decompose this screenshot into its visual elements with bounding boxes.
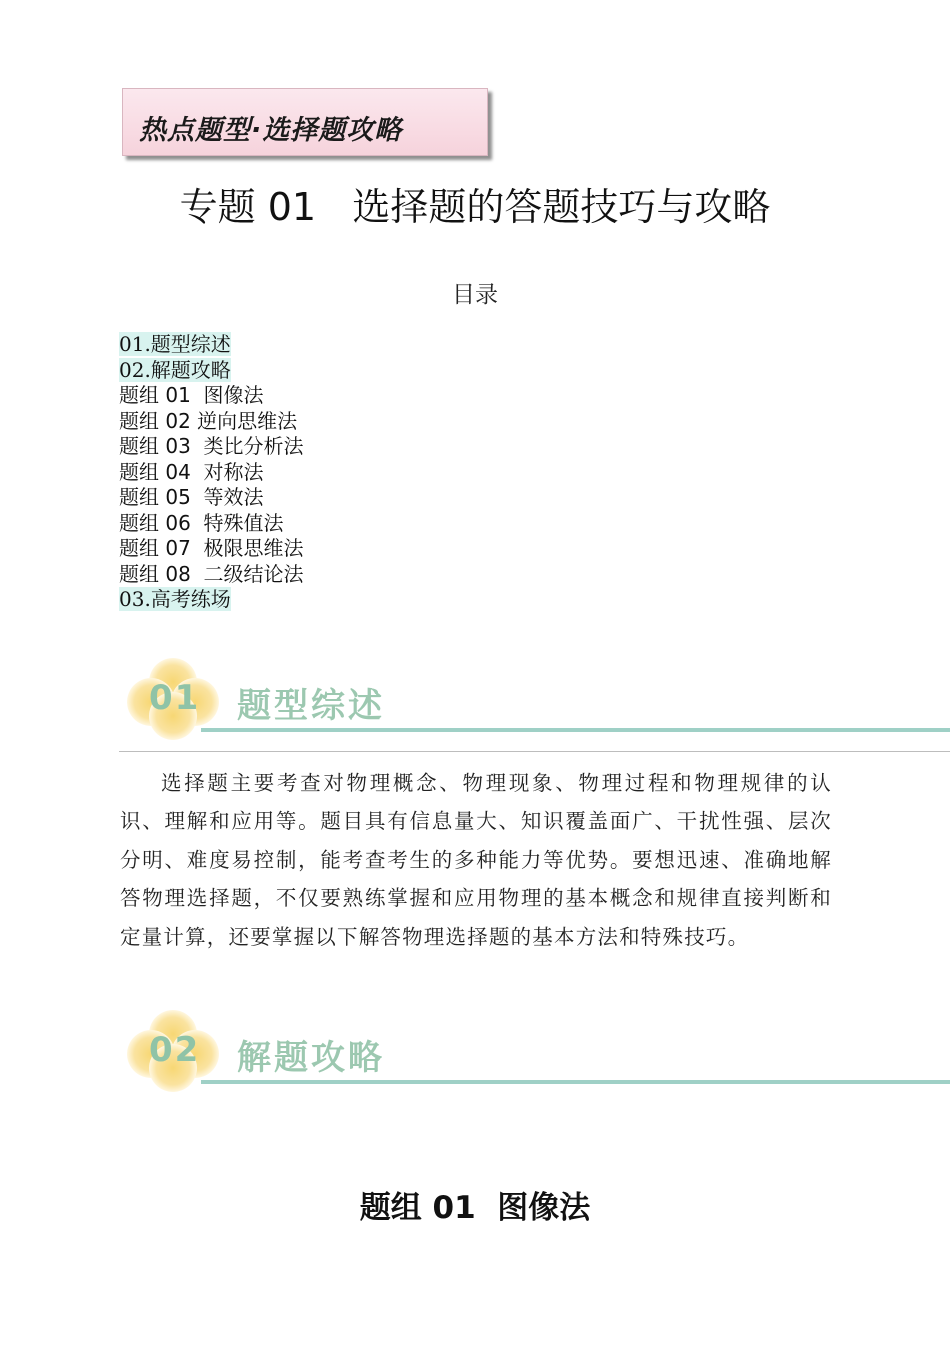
section-rule [201,728,950,732]
toc-item[interactable] [119,409,304,435]
toc-item-label[interactable]: 题组 08 二级结论法 [119,561,304,586]
toc-item[interactable] [119,587,304,613]
section-header-overview [119,652,950,752]
toc-item-label[interactable]: 03.高考练场 [119,587,231,611]
toc-item[interactable] [119,332,304,358]
toc-item[interactable] [119,511,304,537]
section-label: 题型综述 [237,686,385,726]
toc-heading: 目录 [452,282,498,308]
toc-item-label[interactable]: 题组 05 等效法 [119,485,264,509]
toc-item-label[interactable]: 题组 04 对称法 [119,459,264,484]
section-header-strategy [119,1004,950,1104]
group-heading: 题组 01 图像法 [359,1190,591,1226]
header-banner [122,88,488,156]
overview-paragraph: 选择题主要考查对物理概念、物理现象、物理过程和物理规律的认识、理解和应用等。题目具有信息量大、知识覆盖面广、干扰性强、层次分明、难度易控制，能考查考生的多种能力等优势。要想迅速、准确地解答物理选择题，不仅要熟练掌握和应用物理的基本概念和规律直接判断和定量计算，还要掌握以下解答物理选择题的基本方法和特殊技巧。 [120,771,832,949]
toc-item-label[interactable]: 题组 03 类比分析法 [119,434,304,458]
document-title: 专题 01 选择题的答题技巧与攻略 [179,185,771,229]
toc-item-label[interactable]: 02.解题攻略 [119,357,231,382]
toc-item[interactable] [119,485,304,511]
section-rule [201,1080,950,1084]
toc-item-label[interactable]: 题组 02 逆向思维法 [119,408,298,433]
section-number: 02 [149,1030,201,1070]
toc-item[interactable] [119,383,304,409]
toc-item[interactable] [119,536,304,562]
toc-item-label[interactable]: 题组 07 极限思维法 [119,536,304,560]
banner-text: 热点题型·选择题攻略 [139,115,403,146]
toc-item-label[interactable]: 题组 06 特殊值法 [119,510,284,535]
section-number: 01 [149,678,201,718]
toc-item-label[interactable]: 01.题型综述 [119,332,231,356]
section-label: 解题攻略 [237,1038,385,1078]
divider [119,751,950,752]
toc-item[interactable] [119,562,304,588]
toc-item-label[interactable]: 题组 01 图像法 [119,383,264,407]
table-of-contents [119,332,304,613]
toc-item[interactable] [119,358,304,384]
toc-item[interactable] [119,434,304,460]
toc-item[interactable] [119,460,304,486]
